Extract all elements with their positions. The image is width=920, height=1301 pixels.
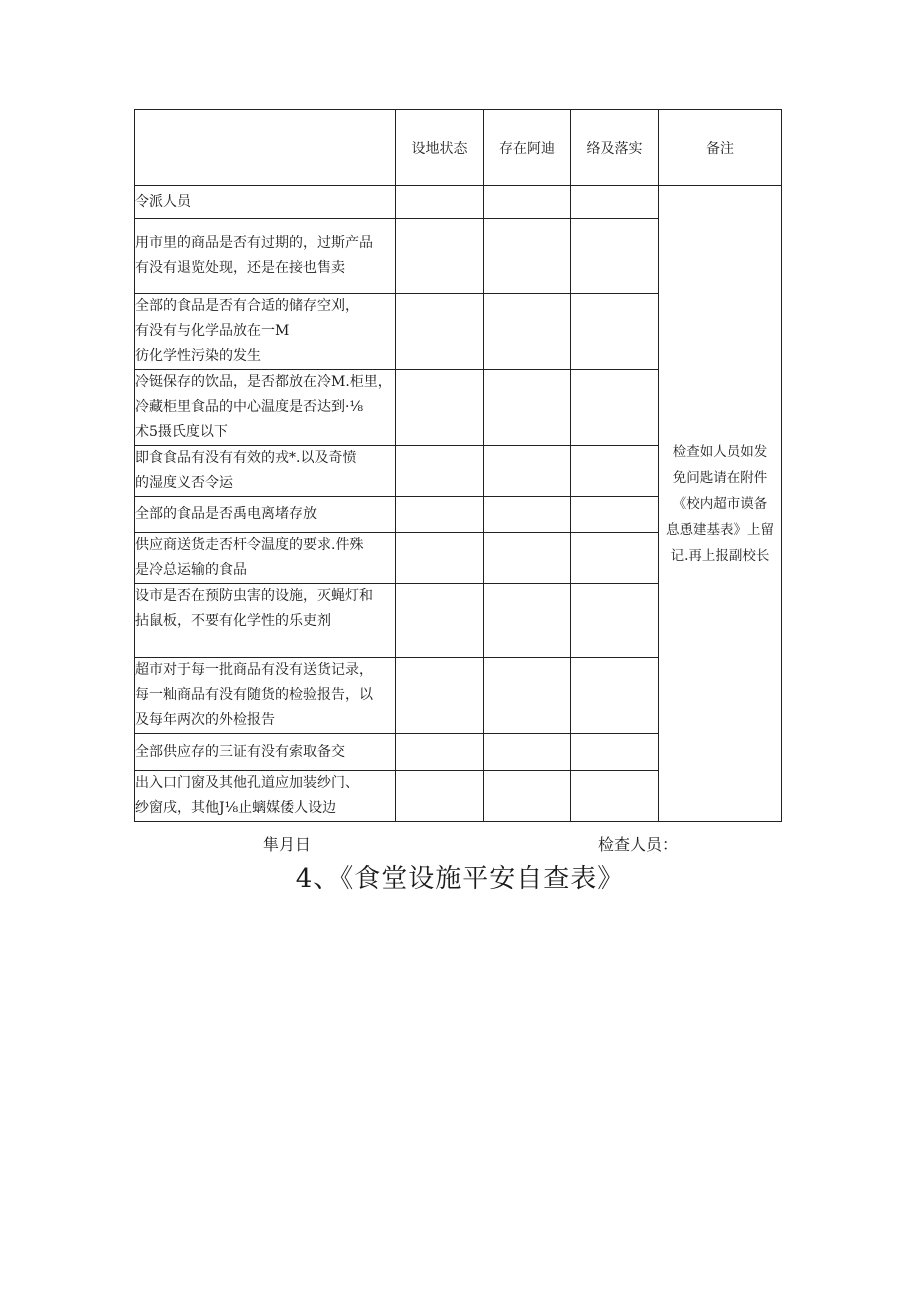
check-item: 全部供应存的三证有没有索取备交 (135, 734, 396, 771)
problem-cell (484, 734, 571, 771)
problem-cell (484, 533, 571, 584)
status-cell (396, 370, 484, 446)
document-title: 4、《食堂设施平安自查表》 (295, 864, 625, 894)
remark-line: 记.再上报副校长 (670, 547, 770, 564)
check-item: 令派人员 (135, 186, 396, 219)
problem-cell (484, 294, 571, 370)
status-cell (396, 771, 484, 822)
status-cell (396, 219, 484, 294)
check-item: 超市对于每一批商品有没有送货记录， 每一籼商品有没有随货的检验报告，以 及每年两次的外检报告 (135, 658, 396, 734)
problem-cell (484, 186, 571, 219)
status-cell (396, 497, 484, 533)
status-cell (396, 294, 484, 370)
remark-line: 《校内超市谟备 (672, 495, 768, 512)
check-item: 设市是否在预防虫害的设施，灭蝇灯和 拈鼠板，不要有化学性的乐吏剂 (135, 584, 396, 658)
implementation-cell (571, 497, 659, 533)
check-item: 出入口门窗及其他孔道应加装纱门、 纱窗戌，其他J⅛止螭媒倭人设边 (135, 771, 396, 822)
header-row (135, 110, 782, 186)
check-item: 用市里的商品是否有过期的，过斯产品 有没有退览处现，还是在接也售卖 (135, 219, 396, 294)
implementation-cell (571, 446, 659, 497)
problem-cell (484, 219, 571, 294)
problem-cell (484, 658, 571, 734)
check-item: 冷铤保存的饮品，是否都放在冷M.柜里， 冷藏柜里食品的中心温度是否达到·⅛ 术5摄氏度以下 (135, 370, 396, 446)
remarks-cell (659, 186, 782, 822)
remark-line: 免问匙请在附件 (672, 469, 768, 486)
check-item: 即食食品有没有有效的戎*.以及奇愤 的湿度义否令运 (135, 446, 396, 497)
implementation-cell (571, 186, 659, 219)
status-cell (396, 734, 484, 771)
remark-line: 检查如人员如发 (672, 443, 768, 460)
implementation-cell (571, 734, 659, 771)
check-item: 全部的食品是否禹电离堵存放 (135, 497, 396, 533)
status-cell (396, 186, 484, 219)
implementation-cell (571, 533, 659, 584)
header-item (135, 110, 396, 186)
header-implementation: 络及落实 (571, 110, 659, 186)
problem-cell (484, 497, 571, 533)
problem-cell (484, 584, 571, 658)
inspection-table (134, 109, 782, 822)
implementation-cell (571, 771, 659, 822)
problem-cell (484, 446, 571, 497)
table-row (135, 186, 782, 219)
status-cell (396, 533, 484, 584)
problem-cell (484, 771, 571, 822)
footer-date: 隼月日 (263, 835, 312, 854)
header-facility-status: 设地状态 (396, 110, 484, 186)
status-cell (396, 446, 484, 497)
status-cell (396, 584, 484, 658)
implementation-cell (571, 584, 659, 658)
check-item: 全部的食品是否有合适的储存空刈， 有没有与化学品放在一M 彷化学性污染的发生 (135, 294, 396, 370)
implementation-cell (571, 658, 659, 734)
implementation-cell (571, 219, 659, 294)
remark-line: 息恿建基表》上留 (666, 521, 774, 538)
header-remarks: 备注 (659, 110, 782, 186)
check-item: 供应商送货走否杆令温度的要求.件殊 是冷总运输的食品 (135, 533, 396, 584)
implementation-cell (571, 294, 659, 370)
header-problems: 存在阿迪 (484, 110, 571, 186)
status-cell (396, 658, 484, 734)
footer-inspector: 检查人员： (598, 835, 679, 854)
problem-cell (484, 370, 571, 446)
implementation-cell (571, 370, 659, 446)
